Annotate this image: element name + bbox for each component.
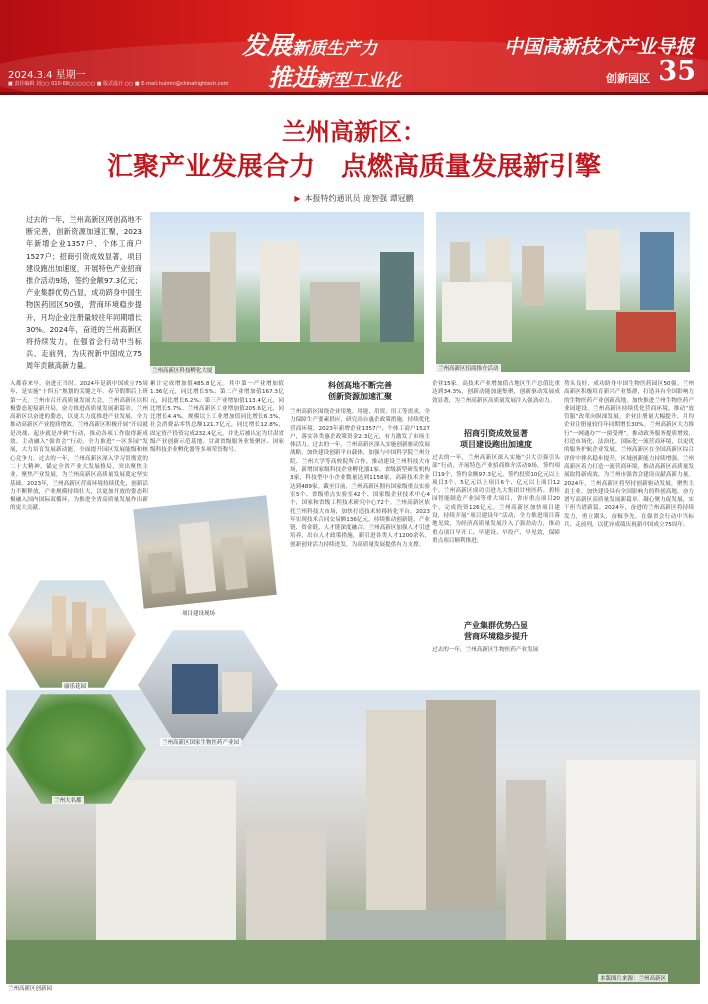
body-column-3: 科创高地不断完善 创新资源加速汇聚 兰州高新区围绕企业用地、用能、用资、用工等需求，全力保障生产要素供应，研究出台惠企政策措施，持续优化营商环境。2023年新增企业1357户、个体工商户1527户，落实各类惠企政策资金2.3亿元，有力激发了市场主体活力。过去的一年，兰州高新区深入实施创新驱动发展战略，加快建设创新平台载体，加强与中国科学院兰州分院、兰州大学等高校院所合作，推动建设兰州科技大市场，新增国家级科技企业孵化器1家、省级新型研发机构3家，科技型中小企业数量达到1158家，高新技术企业达到489家。截至目前，兰州高新区拥有国家级重点实验室5个、省级重点实验室42个、国家级企业技术中心4个，国家和省级工程技术研究中心72个。兰州高新区依托兰州科技大市场，加快打造技术转移转化平台，2023年实现技术合同交易额136亿元，持续推动创新链、产业链、资金链、人才链深度融合。兰州高新区加强人才引进培养，出台人才政策措施，新引进各类人才1200余名，创新创业活力持续迸发，为高质量发展提供有力支撑。 bbox=[290, 381, 430, 548]
body-column-2: 累计完成增加值485.8亿元。其中第一产业增加值1.36亿元，同比增长5%；第二产业增加值167.3亿元，同比增长6.2%；第三产业增加值113.4亿元，同比增长5.7%。兰州高新区工业增加值205.6亿元，同比增长4.4%，规模以上工业增加值同比增长6.3%，社会消费品零售总额121.7亿元，同比增长12.8%，固定资产投资完成232.4亿元，并先后被认定为甘肃省级产业创新示范基地、甘肃省级服务业集聚区、国家级科技企业孵化器等多项荣誉称号。 bbox=[150, 381, 284, 454]
photo-caption: 兰州高新区国家生物医药产业园 bbox=[162, 740, 240, 746]
newspaper-masthead: 中国高新技术产业导报 bbox=[503, 36, 694, 58]
headline-line2: 汇聚产业发展合力 点燃高质量发展新引擎 bbox=[106, 152, 601, 182]
page-number: 35 bbox=[658, 56, 696, 87]
photo-investment-promotion bbox=[436, 212, 690, 372]
page-header bbox=[0, 0, 708, 92]
body-column-5: 势头良好，成功跻身中国生物医药园区50强。兰州高新区积极培育新兴产业集群，打造具有全国影响力的生物医药产业创新高地，加快推进兰州生物医药产业园建设。兰州高新区持续优化营商环境，推动“放管服”改革向纵深发展，企业注册量大幅提升，月均企业注册量较往年同期增长30%。兰州高新区大力推行“一网通办”“一窗受理”，推动政务服务提质增效，打造市场化、法治化、国际化一流营商环境，以更优的服务护航企业发展。兰州高新区在全国高新区综合评价中排名稳步提升，区域创新能力持续增强。兰州高新区着力打造一流营商环境，推动高新区高质量发展取得新成效，为兰州市强省会建设贡献高新力量。2024年，兰州高新区将坚持创新驱动发展，聚焦主责主业，加快建设具有全国影响力的科创高地，奋力谱写高新区高质量发展新篇章。凝心聚力促发展，实干担当谱新篇。2024年，奋进的兰州高新区将持续发力，勇立潮头、奋楫争先，在强省会行动中当标兵、走前列，以优异成绩庆祝新中国成立75周年。 bbox=[564, 381, 694, 529]
body-column-1: 入都春来早，奋进正当时。2024年是新中国成立75周年，是实施“十四五”规划的关键之年。春节假期后上班第一天，兰州市召开高质量发展大会，兰州高新区以积极姿态迎接新开局，奋力推进高质量发展新篇章。兰州高新区以奋进的姿态，以更大力度推进产业发展，全力推动高新区产业提质增效。兰州高新区积极开展“开局就是决战、起步就是冲刺”行动，推动各项工作取得新成效，主动融入“强省会”行动，全力推进“一区多园”发展，大力培育发展新动能，全面提升园区发展能级和核心竞争力。过去的一年，兰州高新区深入学习贯彻党的二十大精神，锚定全省产业大发展格局，突出聚焦主业、聚焦产业发展，为兰州高新区高质量发展奠定坚实基础。2023年，兰州高新区营商环境持续优化，创新活力不断释放，产业规模持续壮大，以更加开放的姿态积极融入国内国际双循环，为推进全省高质量发展作出新的更大贡献。 bbox=[10, 381, 148, 512]
subheading-3: 产业集群优势凸显 营商环境稳步提升 bbox=[464, 621, 528, 641]
photo-caption: 康乐花园 bbox=[64, 684, 87, 690]
lead-paragraph: 过去的一年，兰州高新区网创高地不断完善，创新资源加速汇聚，2023年新增企业1357户、个体工商户1527户；招商引资成效显著，项目建设跑出加速度，开展特色产业招商推介活动9场，签约金额97.3亿元；产业集群优势凸显，成功跻身中国生物医药园区50强，营商环境稳步提升，月均企业注册量较往年同期增长30%。2024年，奋进的兰州高新区将持续发力，在强省会行动中当标兵、走前列，为庆祝新中国成立75周年贡献高新力量。 bbox=[26, 215, 142, 371]
photo-caption: 项目建设现场 bbox=[182, 611, 216, 617]
photo-caption: 兰州高新区招商推介活动 bbox=[438, 366, 499, 372]
photo-credit: 本版图片来源：兰州高新区 bbox=[600, 976, 667, 982]
photo-project-construction bbox=[131, 493, 279, 611]
header-rule bbox=[0, 92, 708, 95]
byline: ▶ 本报特约通讯员 庞智强 谭冠鹏 bbox=[294, 194, 414, 203]
section-name: 创新园区 bbox=[606, 72, 650, 85]
photo-damingdu bbox=[6, 692, 146, 806]
subheading-1: 科创高地不断完善 创新资源加速汇聚 bbox=[328, 381, 392, 401]
photo-caption: 兰州高新区创新园 bbox=[8, 986, 53, 992]
photo-caption: 兰州大名都 bbox=[54, 798, 82, 804]
photo-caption: 兰州高新区科技孵化大厦 bbox=[152, 368, 213, 374]
photo-biomedical-park bbox=[138, 628, 278, 742]
issue-date: 2024.3.4 星期一 bbox=[8, 70, 86, 81]
subheading-2: 招商引资成效显著 项目建设跑出加速度 bbox=[460, 429, 532, 449]
photo-tech-incubator bbox=[150, 212, 424, 374]
body-column-4: 企业15家。高技术产业增加值占地区生产总值比重达到34.3%，创新动能加速集聚，创新驱动发展成效显著，为兰州高新区高质量发展注入强劲动力。 招商引资成效显著 项目建设跑出加速度 过去的一年，兰州高新区深入实施“引大引强引头部”行动，开展特色产业招商推介活动9场，签约项目19个，签约金额97.3亿元，签约投资10亿元以上项目3个、5亿元以上项目6个、亿元以上项目12个。兰州高新区成功引进九大集团甘州医药、碧桂园智能制造产业园等重大项目，省市重点项目20个，完成投资126亿元。兰州高新区加快项目建设，持续开展“项目建设年”活动，全力推进项目落地见效，为经济高质量发展注入了强劲动力，推动重点项目早开工、早建设、早投产、早见效，保障重点项目顺利推进。 产业集群优势凸显 营商环境稳步提升 过去的一年，兰州高新区生物医药产业发展 bbox=[432, 381, 560, 653]
photo-kangle-garden bbox=[8, 578, 136, 690]
triangle-icon: ▶ bbox=[294, 194, 301, 203]
slogan-line2: 推进新型工业化 bbox=[268, 63, 401, 92]
publication-info: ■ 责任编辑 刘○○ 010-68○○○○○○ ■ 版式设计 ○○ ■ E-mail:huimin@chinahightech.com bbox=[8, 81, 229, 87]
headline-line1: 兰州高新区： bbox=[282, 117, 426, 146]
slogan-line1: 发展新质生产力 bbox=[242, 31, 378, 60]
